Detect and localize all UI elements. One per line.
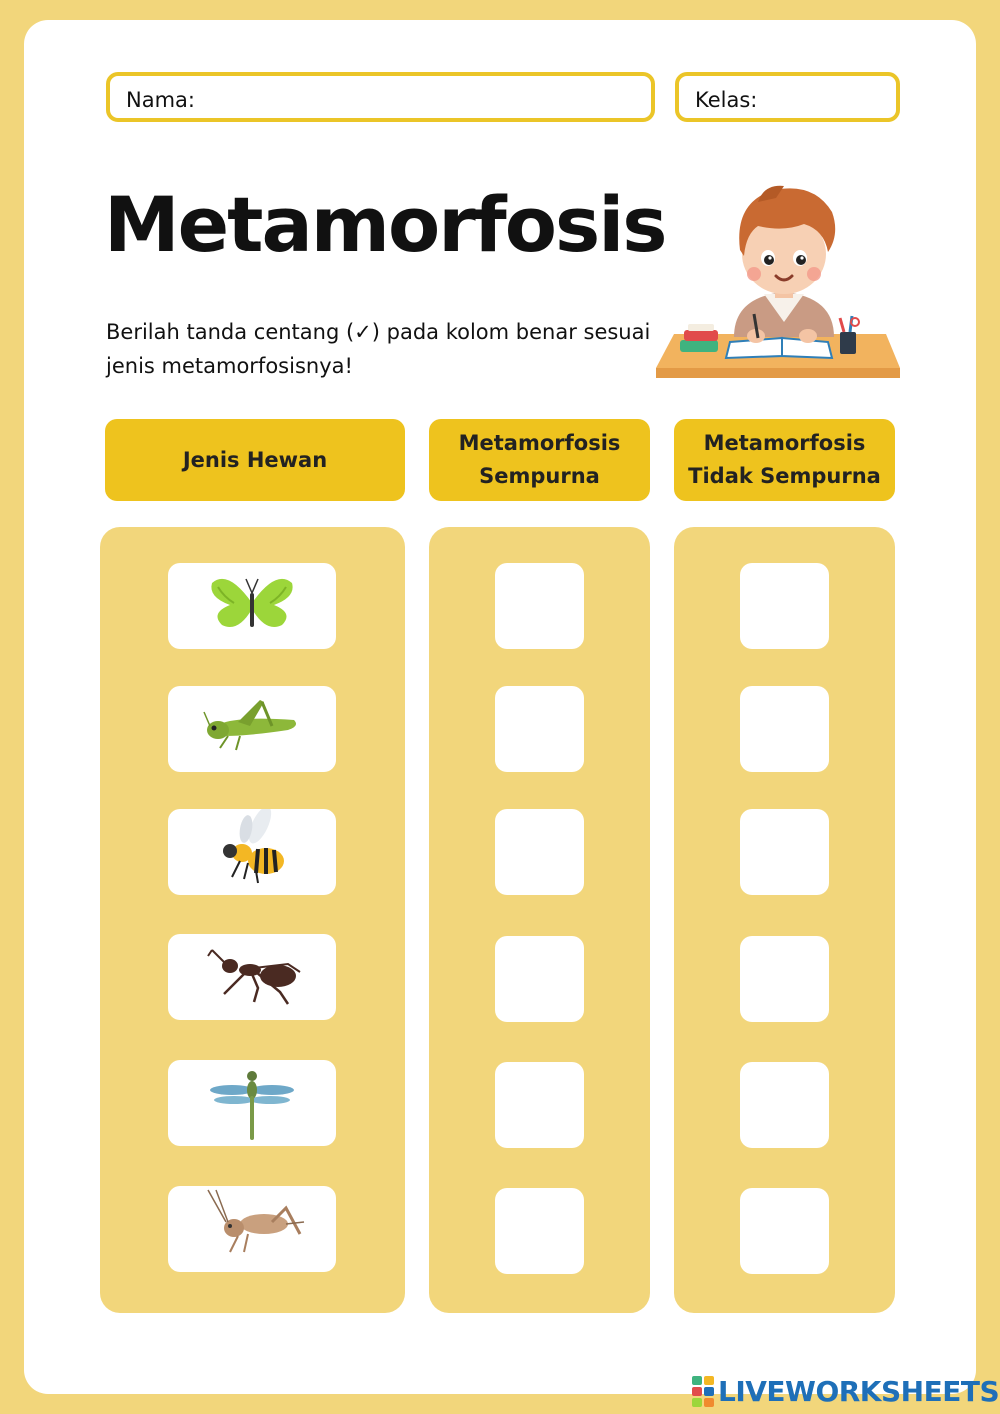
bee-icon — [168, 809, 336, 895]
class-field[interactable] — [675, 72, 900, 122]
ant-icon — [168, 934, 336, 1020]
checkbox-complete[interactable] — [495, 563, 584, 649]
checkbox-complete[interactable] — [495, 1062, 584, 1148]
liveworksheets-logo-icon — [692, 1376, 714, 1407]
incomplete-metamorphosis-column — [674, 527, 895, 1313]
checkbox-incomplete[interactable] — [740, 809, 829, 895]
checkbox-complete[interactable] — [495, 1188, 584, 1274]
checkbox-complete[interactable] — [495, 686, 584, 772]
animal-column — [100, 527, 405, 1313]
name-field[interactable] — [106, 72, 655, 122]
animal-card — [168, 1060, 336, 1146]
header-animal-type: Jenis Hewan — [105, 419, 405, 501]
header-complete-metamorphosis: Metamorfosis Sempurna — [429, 419, 650, 501]
dragonfly-icon — [168, 1060, 336, 1146]
cricket-icon — [168, 1186, 336, 1272]
grasshopper-icon — [168, 686, 336, 772]
animal-card — [168, 686, 336, 772]
animal-card — [168, 934, 336, 1020]
header-incomplete-metamorphosis: Metamorfosis Tidak Sempurna — [674, 419, 895, 501]
animal-card — [168, 1186, 336, 1272]
checkbox-complete[interactable] — [495, 809, 584, 895]
checkbox-incomplete[interactable] — [740, 1062, 829, 1148]
animal-card — [168, 563, 336, 649]
page-title: Metamorfosis — [104, 180, 666, 269]
checkbox-incomplete[interactable] — [740, 563, 829, 649]
class-label: Kelas: — [695, 88, 758, 112]
animal-card — [168, 809, 336, 895]
name-label: Nama: — [126, 88, 195, 112]
butterfly-icon — [168, 563, 336, 649]
checkbox-complete[interactable] — [495, 936, 584, 1022]
checkbox-incomplete[interactable] — [740, 686, 829, 772]
liveworksheets-logo-text: LIVEWORKSHEETS — [718, 1374, 1000, 1408]
instruction-text: Berilah tanda centang (✓) pada kolom benar sesuai jenis metamorfosisnya! — [106, 320, 651, 378]
liveworksheets-logo — [692, 1374, 999, 1408]
checkbox-incomplete[interactable] — [740, 936, 829, 1022]
student-writing-illustration — [654, 172, 902, 382]
complete-metamorphosis-column — [429, 527, 650, 1313]
checkbox-incomplete[interactable] — [740, 1188, 829, 1274]
